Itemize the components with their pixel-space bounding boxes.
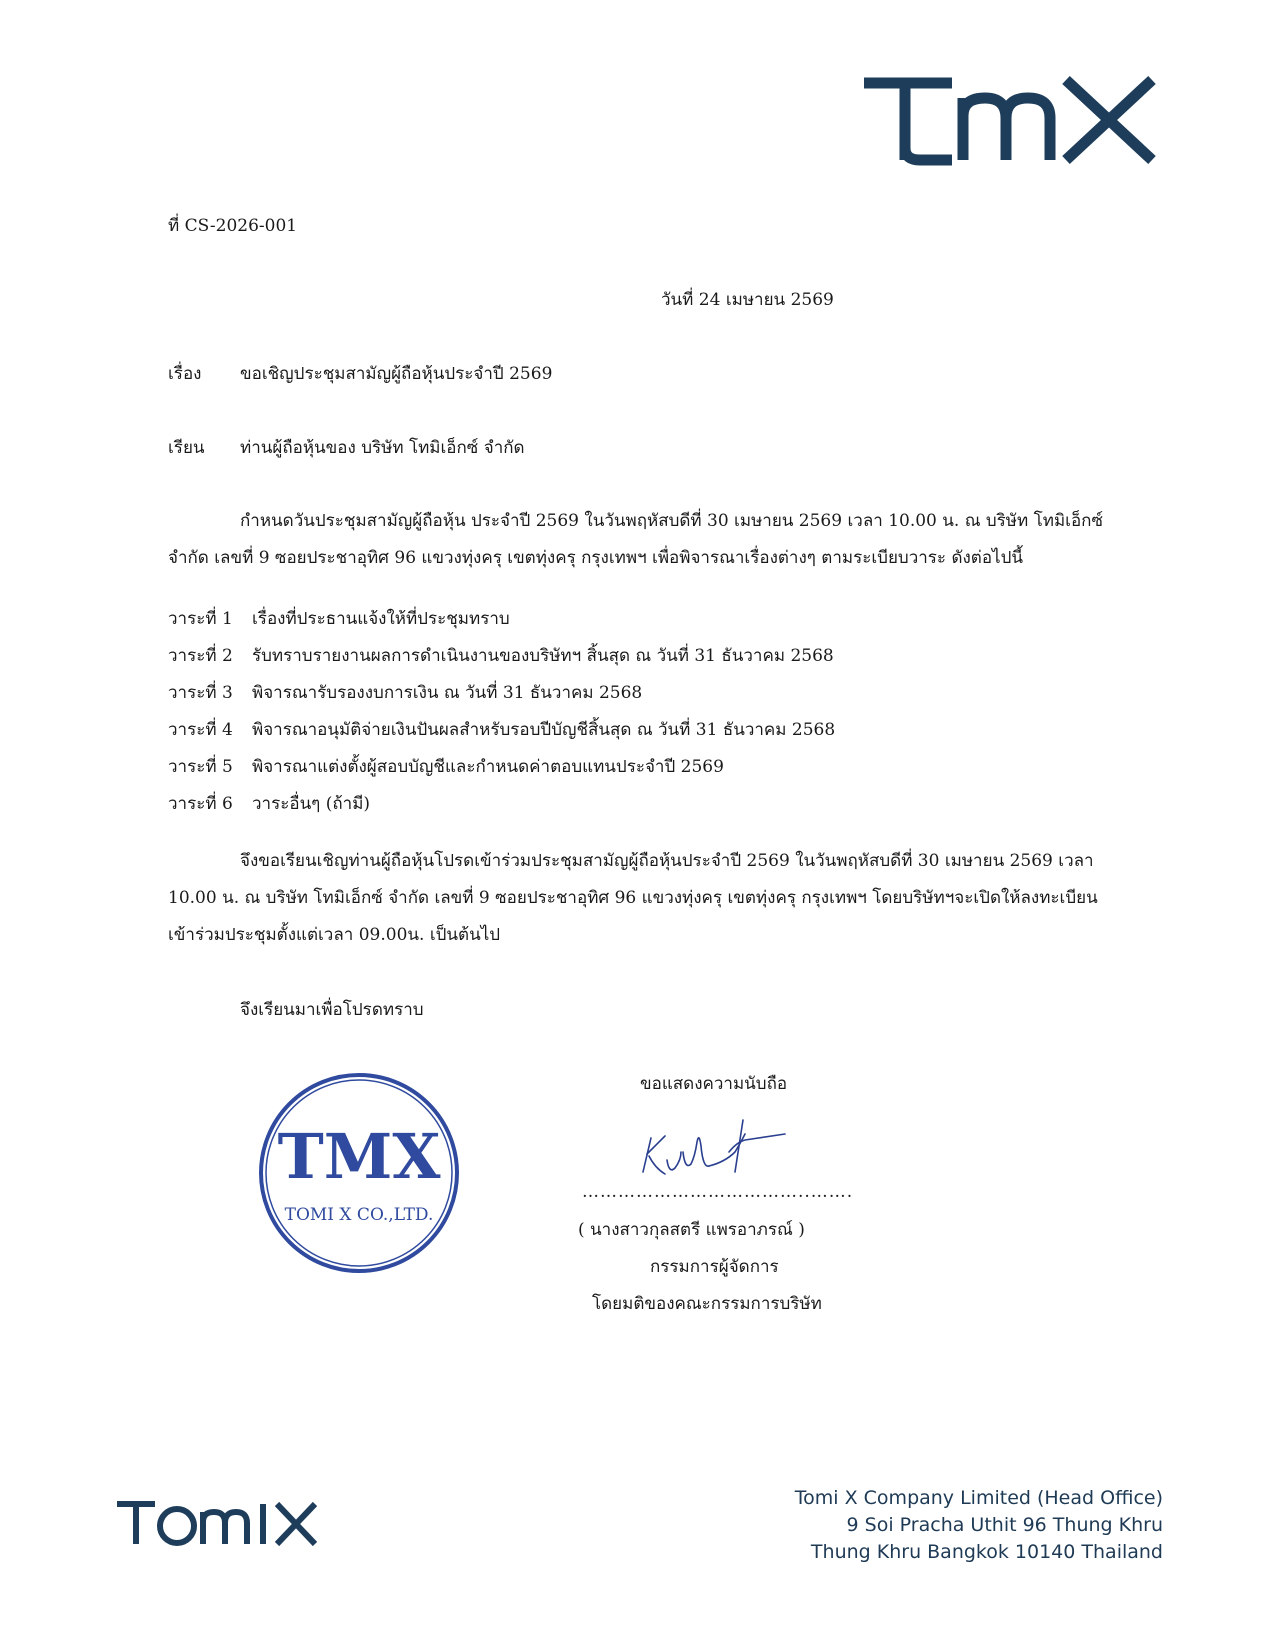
agenda-text: พิจารณาอนุมัติจ่ายเงินปันผลสำหรับรอบปีบัญชีสิ้นสุด ณ วันที่ 31 ธันวาคม 2568: [252, 720, 836, 740]
invitation-paragraph: [168, 843, 1103, 954]
reference-number: ที่ CS-2026-001: [168, 216, 298, 236]
recipient-label: เรียน: [168, 438, 205, 458]
stamp-main-text: TMX: [277, 1120, 441, 1193]
agenda-number: วาระที่ 3: [168, 683, 233, 703]
agenda-item: [168, 786, 835, 823]
agenda-item: [168, 675, 835, 712]
agenda-item: [168, 749, 835, 786]
sign-off-regards: ขอแสดงความนับถือ: [640, 1074, 788, 1094]
handwritten-signature: [625, 1112, 795, 1184]
agenda-text: เรื่องที่ประธานแจ้งให้ที่ประชุมทราบ: [252, 609, 510, 629]
tmx-logo: [860, 68, 1160, 166]
subject-text: ขอเชิญประชุมสามัญผู้ถือหุ้นประจำปี 2569: [240, 364, 553, 384]
agenda-item: [168, 712, 835, 749]
agenda-text: วาระอื่นๆ (ถ้ามี): [252, 794, 371, 814]
intro-paragraph: [168, 503, 1103, 577]
address-line: Tomi X Company Limited (Head Office): [794, 1487, 1163, 1509]
recipient-text: ท่านผู้ถือหุ้นของ บริษัท โทมิเอ็กซ์ จำกัด: [240, 438, 525, 458]
intro-line: จำกัด เลขที่ 9 ซอยประชาอุทิศ 96 แขวงทุ่งครุ เขตทุ่งครุ กรุงเทพฯ เพื่อพิจารณาเรื่องต่างๆ ตามระเบียบวาระ ดังต่อไปนี้: [168, 548, 1024, 568]
letter-date: วันที่ 24 เมษายน 2569: [661, 290, 834, 310]
invitation-line: 10.00 น. ณ บริษัท โทมิเอ็กซ์ จำกัด เลขที่ 9 ซอยประชาอุทิศ 96 แขวงทุ่งครุ เขตทุ่งครุ กรุงเทพฯ โดยบริษัทฯจะเปิดให้ลงทะเบียน: [168, 888, 1098, 908]
intro-line: กำหนดวันประชุมสามัญผู้ถือหุ้น ประจำปี 2569 ในวันพฤหัสบดีที่ 30 เมษายน 2569 เวลา 10.00 น. ณ บริษัท โทมิเอ็กซ์: [240, 511, 1103, 531]
stamp-sub-text: TOMI X CO.,LTD.: [284, 1205, 434, 1225]
address-line: Thung Khru Bangkok 10140 Thailand: [810, 1541, 1163, 1563]
agenda-number: วาระที่ 4: [168, 720, 233, 740]
tomix-footer-logo: [115, 1498, 320, 1548]
invitation-line: เข้าร่วมประชุมตั้งแต่เวลา 09.00น. เป็นต้นไป: [168, 925, 501, 945]
agenda-list: [168, 601, 835, 823]
address-line: 9 Soi Pracha Uthit 96 Thung Khru: [846, 1514, 1163, 1536]
agenda-number: วาระที่ 6: [168, 794, 233, 814]
closing-text: จึงเรียนมาเพื่อโปรดทราบ: [240, 1000, 424, 1020]
agenda-text: พิจารณารับรองงบการเงิน ณ วันที่ 31 ธันวาคม 2568: [252, 683, 643, 703]
signature-line: ………………………………..…….: [582, 1182, 854, 1202]
agenda-item: [168, 638, 835, 675]
signer-name: ( นางสาวกุลสตรี แพรอาภรณ์ ): [578, 1220, 805, 1240]
company-address: [795, 1485, 1163, 1566]
invitation-line: จึงขอเรียนเชิญท่านผู้ถือหุ้นโปรดเข้าร่วมประชุมสามัญผู้ถือหุ้นประจำปี 2569 ในวันพฤหัสบดีที่ 30 เมษายน 2569 เวลา: [240, 851, 1094, 871]
agenda-text: พิจารณาแต่งตั้งผู้สอบบัญชีและกำหนดค่าตอบแทนประจำปี 2569: [252, 757, 724, 777]
board-resolution-note: โดยมติของคณะกรรมการบริษัท: [592, 1294, 822, 1314]
agenda-number: วาระที่ 5: [168, 757, 233, 777]
subject-label: เรื่อง: [168, 364, 202, 384]
company-stamp: [256, 1070, 462, 1276]
signer-title: กรรมการผู้จัดการ: [650, 1257, 779, 1277]
agenda-number: วาระที่ 1: [168, 609, 233, 629]
agenda-text: รับทราบรายงานผลการดำเนินงานของบริษัทฯ สิ้นสุด ณ วันที่ 31 ธันวาคม 2568: [252, 646, 834, 666]
agenda-number: วาระที่ 2: [168, 646, 233, 666]
agenda-item: [168, 601, 835, 638]
